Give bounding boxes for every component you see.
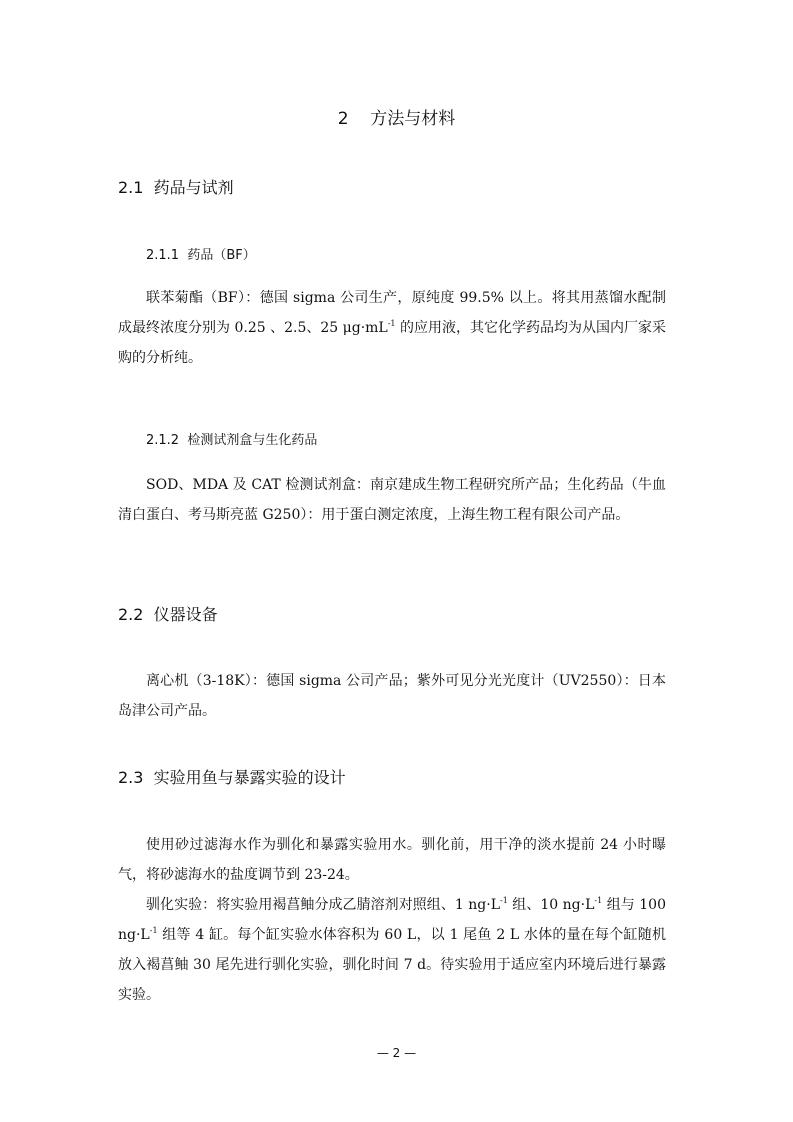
superscript: -1	[149, 926, 158, 935]
superscript: -1	[594, 896, 603, 905]
paragraph-instruments	[118, 666, 666, 726]
section-heading-2-1	[118, 175, 234, 198]
text: 的应用液，其它化学药品均为从国内厂家采购的分析纯。	[118, 320, 667, 366]
section-number: 2.2	[118, 605, 144, 624]
chapter-number: 2	[337, 109, 349, 129]
subsection-heading-2-1-2	[146, 429, 317, 448]
subsection-title: 检测试剂盒与生化药品	[187, 433, 318, 448]
text: SOD、MDA 及 CAT 检测试剂盒：南京建成生物工程研究所产品；生化药品（牛血清白蛋白、考马斯亮蓝 G250）：用于蛋白测定浓度，上海生物工程有限公司产品。	[118, 477, 666, 523]
superscript: -1	[387, 319, 396, 328]
chapter-title: 方法与材料	[370, 109, 456, 129]
section-heading-2-3	[118, 765, 346, 788]
text: 组、10 ng·L	[507, 897, 595, 913]
paragraph-kits	[118, 470, 666, 530]
paragraph-drug-bf	[118, 283, 666, 373]
text: 驯化实验：将实验用褐菖鲉分成乙腈溶剂对照组、1 ng·L	[146, 897, 500, 913]
section-title: 实验用鱼与暴露实验的设计	[153, 768, 346, 787]
section-number: 2.3	[118, 768, 144, 787]
text: 离心机（3-18K）：德国 sigma 公司产品；紫外可见分光光度计（UV2550）：日本岛津公司产品。	[118, 673, 666, 719]
section-number: 2.1	[118, 178, 144, 197]
subsection-number: 2.1.2	[146, 433, 180, 448]
section-title: 仪器设备	[153, 605, 218, 624]
subsection-heading-2-1-1	[146, 244, 256, 263]
superscript: -1	[500, 896, 508, 905]
text: 使用砂过滤海水作为驯化和暴露实验用水。驯化前，用干净的淡水提前 24 小时曝气，将砂滤海水的盐度调节到 23-24。	[118, 837, 666, 883]
paragraph-fish-design	[118, 830, 666, 1010]
subsection-title: 药品（BF）	[187, 248, 256, 263]
page-number: — 2 —	[376, 1046, 417, 1060]
text: 联苯菊酯（BF）：德国 sigma 公司生产，原纯度 99.5% 以上。将其用蒸馏水配制成最终浓度分别为 0.25 、2.5、25 μg·mL	[118, 290, 666, 336]
chapter-heading	[0, 104, 793, 129]
subsection-number: 2.1.1	[146, 248, 180, 263]
text: 组等 4 缸。每个缸实验水体容积为 60 L，以 1 尾鱼 2 L 水体的量在每个缸随机放入褐菖鲉 30 尾先进行驯化实验，驯化时间 7 d。待实验用于适应室内环境后进行暴露实验。	[118, 927, 666, 1003]
section-heading-2-2	[118, 602, 218, 625]
section-title: 药品与试剂	[153, 178, 234, 197]
text: 组与 100 ng·L	[118, 897, 666, 943]
